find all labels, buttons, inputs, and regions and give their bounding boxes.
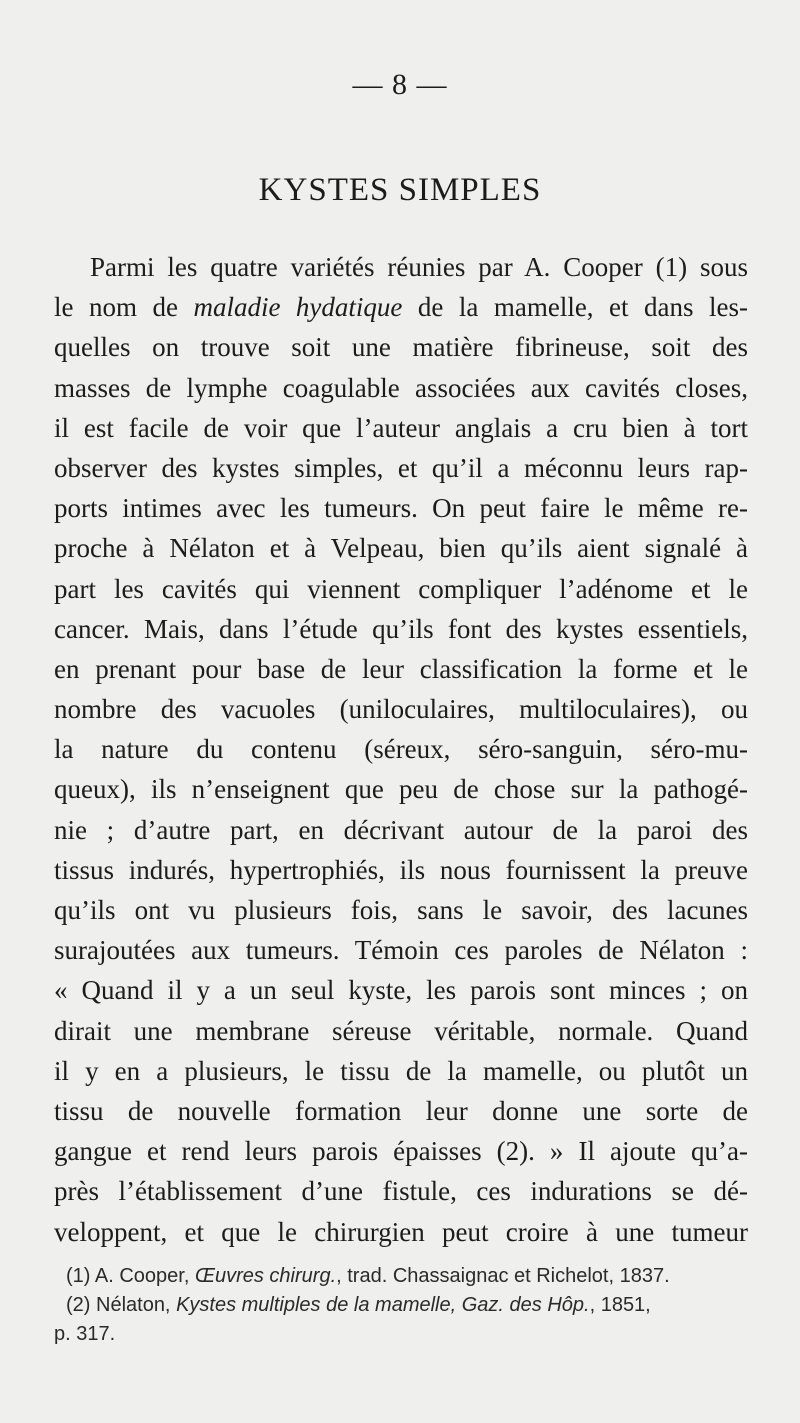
text-run: il est facile de voir que l’auteur anglais a cru bien à tort — [54, 412, 748, 443]
text-line — [54, 1051, 748, 1091]
text-run: gangue et rend leurs parois épaisses (2). » Il ajoute qu’a- — [54, 1136, 748, 1167]
text-run: proche à Nélaton et à Velpeau, bien qu’ils aient signalé à — [54, 533, 748, 564]
text-run: ports intimes avec les tumeurs. On peut faire le même re- — [54, 493, 748, 524]
text-line — [54, 368, 748, 408]
text-line — [54, 448, 748, 488]
text-line — [54, 810, 748, 850]
text-run: il y en a plusieurs, le tissu de la mamelle, ou plutôt un — [54, 1055, 748, 1086]
text-run: observer des kystes simples, et qu’il a méconnu leurs rap- — [54, 452, 748, 483]
italic-title: Kystes multiples de la mamelle, Gaz. des Hôp. — [176, 1294, 590, 1316]
text-run: p. 317. — [54, 1323, 116, 1345]
text-run: , 1851, — [589, 1294, 651, 1316]
page-number: — 8 — — [352, 68, 448, 101]
text-run: près l’établissement d’une fistule, ces indurations se dé- — [54, 1176, 748, 1207]
text-line — [54, 1091, 748, 1131]
text-run: de la mamelle, et dans les- — [402, 292, 748, 323]
text-line — [54, 287, 748, 327]
text-run: surajoutées aux tumeurs. Témoin ces paroles de Nélaton : — [54, 935, 748, 966]
text-run: Parmi les quatre variétés réunies par A. Cooper (1) sous — [90, 252, 748, 282]
text-run: nie ; d’autre part, en décrivant autour de la paroi des — [54, 814, 748, 845]
text-run: dirait une membrane séreuse véritable, normale. Quand — [54, 1015, 748, 1046]
text-run: part les cavités qui viennent compliquer l’adénome et le — [54, 573, 748, 604]
text-run: « Quand il y a un seul kyste, les parois sont minces ; on — [54, 975, 748, 1006]
text-line — [54, 408, 748, 448]
text-line — [54, 890, 748, 930]
text-run: en prenant pour base de leur classification la forme et le — [54, 653, 748, 684]
text-run: la nature du contenu (séreux, séro-sanguin, séro-mu- — [54, 734, 748, 765]
text-line — [54, 609, 748, 649]
text-run: veloppent, et que le chirurgien peut croire à une tumeur — [54, 1216, 748, 1247]
text-line — [54, 488, 748, 528]
text-line — [54, 1212, 748, 1252]
text-run: nombre des vacuoles (uniloculaires, multiloculaires), ou — [54, 694, 748, 725]
footnote-1 — [54, 1262, 748, 1291]
text-line — [54, 1011, 748, 1051]
body-text — [54, 247, 748, 1252]
italic-term: maladie hydatique — [193, 292, 403, 323]
text-run: (2) Nélaton, — [66, 1294, 177, 1316]
text-line — [54, 689, 748, 729]
text-line — [54, 649, 748, 689]
text-run: tissus indurés, hypertrophiés, ils nous fournissent la preuve — [54, 854, 748, 885]
text-line — [54, 850, 748, 890]
text-line — [54, 1171, 748, 1211]
text-run: tissu de nouvelle formation leur donne une sorte de — [54, 1095, 748, 1126]
text-line — [54, 769, 748, 809]
text-run: cancer. Mais, dans l’étude qu’ils font des kystes essentiels, — [54, 613, 748, 644]
footnote-2 — [54, 1291, 748, 1320]
italic-title: Œuvres chirurg. — [194, 1265, 337, 1287]
footnotes — [54, 1262, 748, 1349]
text-run: , trad. Chassaignac et Richelot, 1837. — [336, 1265, 670, 1287]
text-line — [54, 327, 748, 367]
text-line — [54, 528, 748, 568]
text-run: (1) A. Cooper, — [66, 1265, 195, 1287]
section-title: KYSTES SIMPLES — [258, 172, 542, 208]
text-run: quelles on trouve soit une matière fibrineuse, soit des — [54, 332, 748, 363]
text-run: queux), ils n’enseignent que peu de chose sur la pathogé- — [54, 774, 748, 805]
text-line — [54, 569, 748, 609]
text-run: masses de lymphe coagulable associées aux cavités closes, — [54, 372, 748, 403]
text-run: qu’ils ont vu plusieurs fois, sans le savoir, des lacunes — [54, 895, 748, 925]
footnote-2-continued — [54, 1320, 748, 1349]
text-line — [54, 930, 748, 970]
text-line — [54, 1131, 748, 1171]
text-line — [54, 970, 748, 1010]
text-line — [54, 729, 748, 769]
text-line — [54, 247, 748, 287]
text-run: le nom de — [54, 292, 194, 323]
